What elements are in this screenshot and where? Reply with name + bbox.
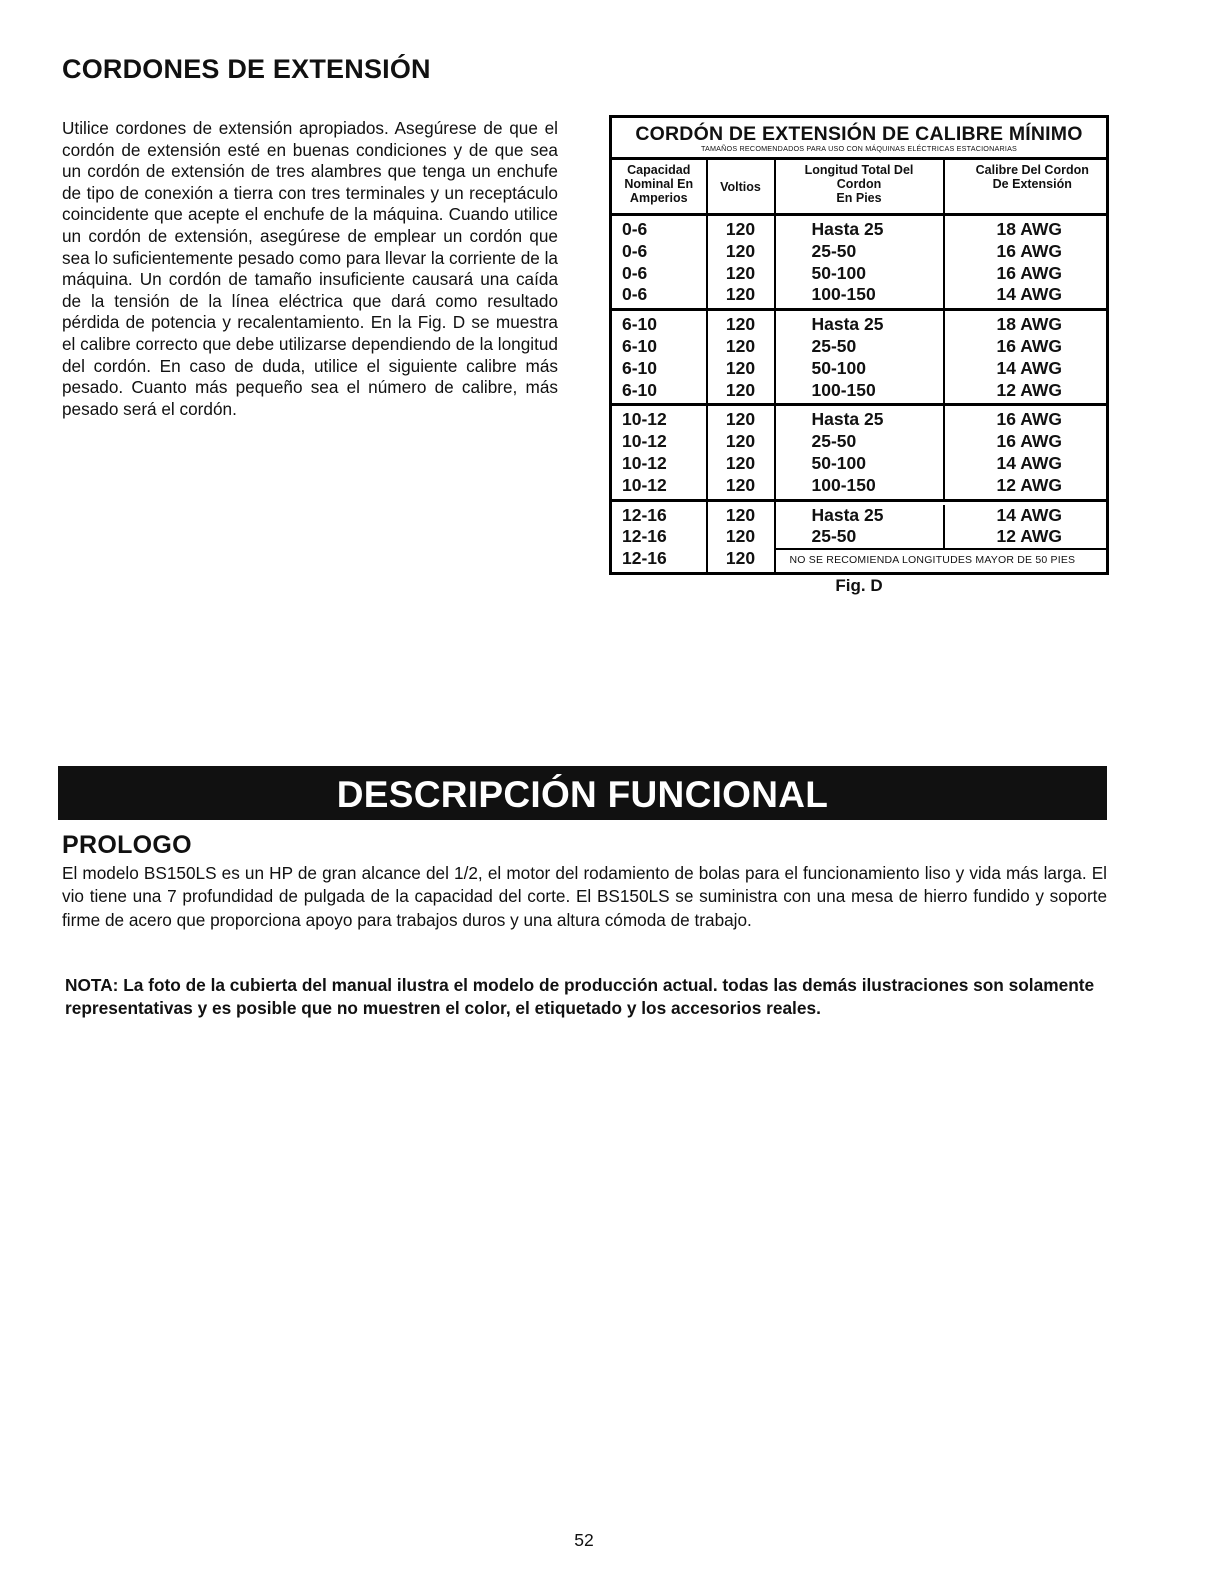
cell-amps: 6-10 (622, 357, 658, 378)
table-subtitle: TAMAÑOS RECOMENDADOS PARA USO CON MÁQUINAS ELÉCTRICAS ESTACIONARIAS (611, 144, 1108, 159)
intro-paragraph: Utilice cordones de extensión apropiados. Asegúrese de que el cordón de extensión esté en buenas condiciones y de que sea un cordón de extensión de tres alambres que tenga un enchufe de tipo de conexión a tierra con tres terminales y un receptáculo coincidente que acepte el enchufe de la máquina. Cuando utilice un cordón de extensión, asegúrese de emplear un cordón que sea lo suficientemente pesado como para llevar la corriente de la máquina. Un cordón de tamaño insuficiente causará una caída de la tensión de la línea eléctrica que dará como resultado pérdida de potencia y recalentamiento. En la Fig. D se muestra el calibre correcto que debe utilizarse dependiendo de la longitud del cordón. En caso de duda, utilice el siguiente calibre más pesado. Cuanto más pequeño sea el número de calibre, más pesado será el cordón. (62, 118, 558, 419)
cell-gauge: 12 AWG (996, 379, 1062, 400)
cell-gauge: 14 AWG (996, 452, 1062, 473)
prologo-heading: PROLOGO (62, 831, 192, 859)
cell-length: 50-100 (811, 357, 866, 378)
cell-amps: 6-10 (622, 314, 658, 335)
cell-length: 25-50 (776, 526, 945, 550)
extension-cord-table (609, 115, 1109, 575)
cell-volts: 120 (725, 452, 756, 473)
cell-gauge: 16 AWG (996, 431, 1062, 452)
cell-amps: 12-16 (622, 526, 667, 547)
table-group-12-16 (611, 500, 1108, 574)
cell-volts: 120 (725, 474, 756, 495)
header-amps: Capacidad Nominal En Amperios (611, 159, 707, 215)
cell-amps: 10-12 (622, 409, 667, 430)
cell-amps: 0-6 (622, 262, 648, 283)
cell-gauge: 14 AWG (996, 357, 1062, 378)
cell-amps: 10-12 (622, 452, 667, 473)
cell-volts: 120 (725, 314, 756, 335)
cell-length: 100-150 (811, 474, 876, 495)
cell-gauge: 16 AWG (996, 335, 1062, 356)
table-title: CORDÓN DE EXTENSIÓN DE CALIBRE MÍNIMO (635, 123, 1083, 145)
cell-length: 50-100 (811, 262, 866, 283)
section-title: CORDONES DE EXTENSIÓN (62, 54, 431, 84)
cell-gauge: 16 AWG (996, 240, 1062, 261)
last-group-right (775, 500, 1108, 574)
cell-length: 100-150 (811, 284, 876, 305)
cell-volts: 120 (725, 335, 756, 356)
cell-amps: 6-10 (622, 379, 658, 400)
cell-gauge: 12 AWG (945, 526, 1107, 550)
cell-length: 100-150 (811, 379, 876, 400)
cell-volts: 120 (725, 262, 756, 283)
cell-length: Hasta 25 (811, 314, 884, 335)
cell-volts: 120 (725, 284, 756, 305)
figure-caption: Fig. D (835, 576, 883, 595)
table-group-0-6 (611, 215, 1108, 310)
cell-volts: 120 (725, 379, 756, 400)
last-group-gauge (945, 505, 1107, 551)
cell-length: Hasta 25 (811, 409, 884, 430)
not-recommended-note: NO SE RECOMIENDA LONGITUDES MAYOR DE 50 PIES (789, 554, 1076, 567)
cell-gauge: 12 AWG (996, 474, 1062, 495)
cell-amps: 12-16 (622, 504, 667, 525)
cell-volts: 120 (725, 409, 756, 430)
note-paragraph: NOTA: La foto de la cubierta del manual ilustra el modelo de producción actual. todas las demás ilustraciones son solamente representativas y es posible que no muestren el color, el etiquetado y los accesorios reales. (65, 975, 1095, 1018)
cell-gauge: 16 AWG (996, 409, 1062, 430)
cell-length: 50-100 (811, 452, 866, 473)
cell-volts: 120 (725, 219, 756, 239)
cell-amps: 12-16 (622, 548, 667, 569)
cell-length: 25-50 (811, 240, 857, 261)
banner-title: DESCRIPCIÓN FUNCIONAL (336, 774, 829, 815)
section-banner (58, 766, 1107, 820)
cell-gauge: 18 AWG (996, 314, 1062, 335)
header-length: Longitud Total Del Cordon En Pies (775, 159, 944, 215)
cell-amps: 0-6 (622, 240, 648, 261)
cell-gauge: 14 AWG (996, 504, 1062, 525)
cell-volts: 120 (725, 526, 756, 547)
cell-amps: 6-10 (622, 335, 658, 356)
cell-length: Hasta 25 (811, 504, 884, 525)
table-header-row (611, 159, 1108, 215)
last-group-length (776, 505, 945, 551)
cell-volts: 120 (725, 357, 756, 378)
cell-gauge: 16 AWG (996, 262, 1062, 283)
cell-volts: 120 (725, 240, 756, 261)
cell-gauge: 14 AWG (996, 284, 1062, 305)
cell-volts: 120 (725, 548, 756, 569)
cell-length: 25-50 (811, 431, 857, 452)
header-gauge: Calibre Del Cordon De Extensión (944, 159, 1108, 215)
cell-amps: 10-12 (622, 431, 667, 452)
cell-amps: 0-6 (622, 219, 648, 239)
cell-volts: 120 (725, 504, 756, 525)
cell-amps: 0-6 (622, 284, 648, 305)
cell-length: Hasta 25 (811, 219, 884, 239)
cell-gauge: 18 AWG (996, 219, 1062, 239)
table-group-10-12 (611, 405, 1108, 500)
table-group-6-10 (611, 310, 1108, 405)
header-volts: Voltios (707, 159, 775, 215)
cell-volts: 120 (725, 431, 756, 452)
cell-amps: 10-12 (622, 474, 667, 495)
cell-length: 25-50 (811, 335, 857, 356)
page-number: 52 (574, 1530, 594, 1550)
prologo-paragraph: El modelo BS150LS es un HP de gran alcance del 1/2, el motor del rodamiento de bolas para el funcionamiento liso y vida más larga. El vio tiene una 7 profundidad de pulgada de la capacidad del corte. El BS150LS se suministra con una mesa de hierro fundido y soporte firme de acero que proporciona apoyo para trabajos duros y una altura cómoda de trabajo. (62, 863, 1107, 930)
